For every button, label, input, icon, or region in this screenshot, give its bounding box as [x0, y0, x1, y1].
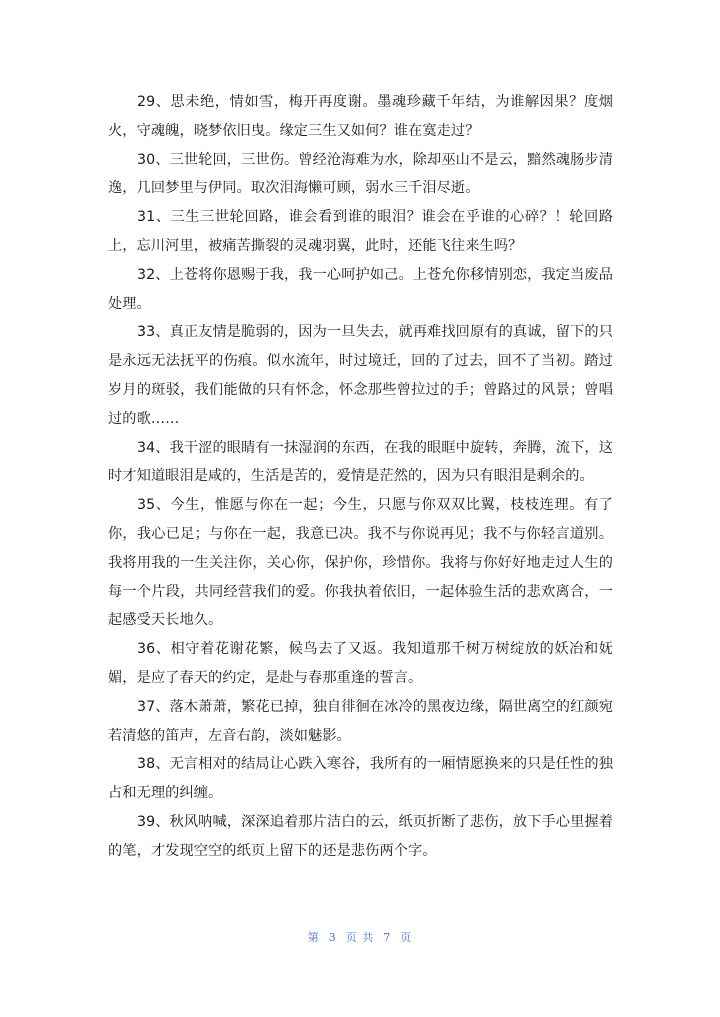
paragraph-33: 33、真正友情是脆弱的，因为一旦失去，就再难找回原有的真诚，留下的只是永远无法抚平的伤痕。似水流年，时过境迁，回的了过去，回不了当初。踏过岁月的斑驳，我们能做的只有怀念，怀念那些曾拉过的手；曾路过的风景；曾唱过的歌……: [108, 324, 613, 427]
paragraph-39: 39、秋风呐喊，深深追着那片洁白的云，纸页折断了悲伤，放下手心里握着的笔，才发现空空的纸页上留下的还是悲伤两个字。: [108, 813, 613, 859]
paragraph-32: 32、上苍将你恩赐于我，我一心呵护如己。上苍允你移情别恋，我定当废品处理。: [108, 266, 613, 312]
paragraph-34: 34、我干涩的眼睛有一抹湿润的东西，在我的眼眶中旋转，奔腾，流下，这时才知道眼泪是咸的，生活是苦的，爱情是茫然的，因为只有眼泪是剩余的。: [108, 439, 613, 485]
paragraph-36: 36、相守着花谢花繁，候鸟去了又返。我知道那千树万树绽放的妖冶和妩媚，是应了春天的约定，是赴与春那重逢的誓言。: [108, 641, 613, 686]
paragraph-30: 30、三世轮回，三世伤。曾经沧海难为水，除却巫山不是云，黯然魂肠步清逸，几回梦里与伊同。取次泪海懒可顾，弱水三千泪尽逝。: [108, 151, 613, 197]
document-body: [108, 88, 613, 866]
paragraph-29: 29、思未绝，情如雪，梅开再度谢。墨魂珍藏千年结，为谁解因果？度烟火，守魂魄，晓梦依旧曳。缘定三生又如何？谁在寞走过？: [108, 94, 613, 139]
page-footer: 第 3 页 共 7 页: [307, 931, 413, 944]
paragraph-37: 37、落木萧萧，繁花已掉，独自徘徊在冰冷的黑夜边缘，隔世离空的红颜宛若清悠的笛声，左音右韵，淡如魅影。: [108, 698, 613, 744]
paragraph-31: 31、三生三世轮回路，谁会看到谁的眼泪？谁会在乎谁的心碎？！轮回路上，忘川河里，被痛苦撕裂的灵魂羽翼，此时，还能飞往来生吗？: [108, 209, 613, 254]
paragraph-38: 38、无言相对的结局让心跌入寒谷，我所有的一厢情愿换来的只是任性的独占和无理的纠缠。: [108, 756, 613, 802]
paragraph-35: 35、今生，惟愿与你在一起；今生，只愿与你双双比翼，枝枝连理。有了你，我心已足；与你在一起，我意已决。我不与你说再见；我不与你轻言道别。我将用我的一生关注你，关心你，保护你，珍惜你。我将与你好好地走过人生的每一个片段，共同经营我们的爱。你我执着依旧，一起体验生活的悲欢离合，一起感受天长地久。: [108, 497, 613, 629]
